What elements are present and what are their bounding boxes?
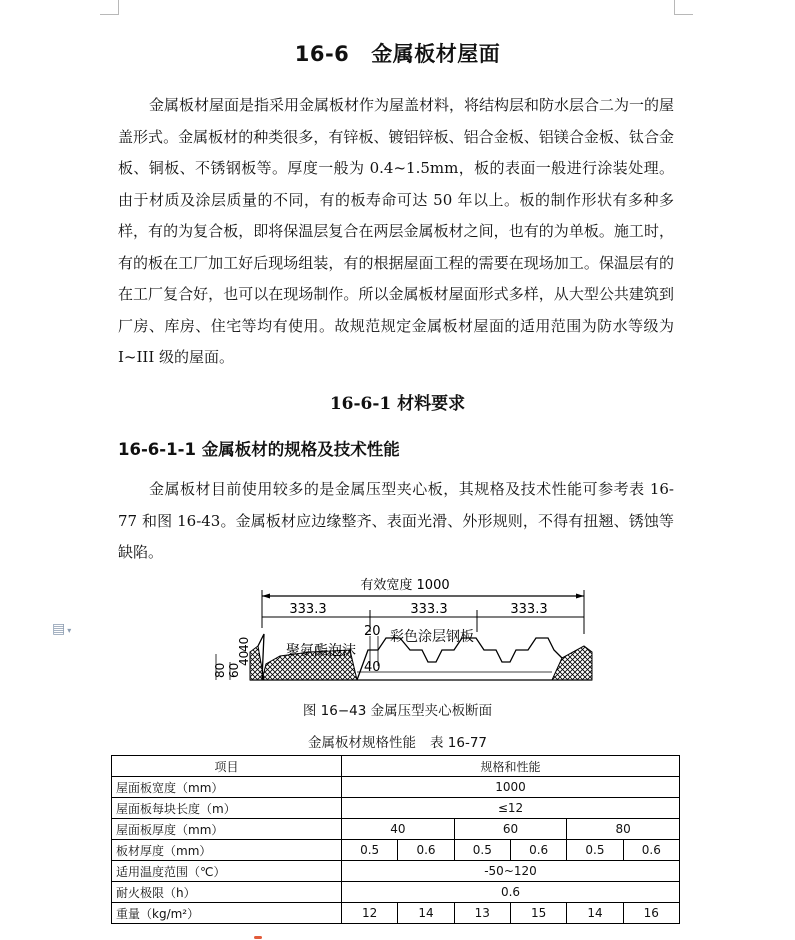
table-row	[112, 861, 680, 882]
row-value: -50~120	[342, 861, 680, 882]
left-dim-60: 60	[227, 662, 241, 678]
row-value: 0.6	[510, 840, 566, 861]
row-label: 屋面板厚度（mm）	[112, 819, 342, 840]
title-number: 16-6	[294, 42, 350, 66]
row-value: 12	[342, 903, 398, 924]
segment-label-3: 333.3	[510, 602, 548, 617]
table-caption	[0, 731, 795, 751]
foam-label: 聚氨酯泡沫	[286, 643, 356, 659]
row-value: 0.5	[342, 840, 398, 861]
panel-section-figure	[200, 572, 600, 688]
row-value: 0.5	[567, 840, 623, 861]
table-row	[112, 903, 680, 924]
row-value: 14	[567, 903, 623, 924]
table-row	[112, 840, 680, 861]
cursor-mark	[254, 936, 262, 939]
row-value: 40	[342, 819, 455, 840]
header-item: 项目	[112, 756, 342, 777]
page-corner-mark-right	[674, 0, 693, 15]
section-heading: 16-6-1 材料要求	[329, 394, 466, 414]
table-caption-title: 金属板材规格性能	[307, 735, 416, 751]
row-value: ≤12	[342, 798, 680, 819]
dim-40-label: 40	[364, 660, 381, 675]
row-value: 13	[454, 903, 510, 924]
left-dim-40-a: 40	[237, 650, 251, 666]
row-label: 屋面板宽度（mm）	[112, 777, 342, 798]
document-icon[interactable]: ▤ ▾	[52, 621, 72, 637]
row-value: 1000	[342, 777, 680, 798]
left-dim-80: 80	[213, 662, 227, 678]
subsection-heading: 16-6-1-1 金属板材的规格及技术性能	[118, 440, 400, 459]
body-paragraph: 金属板材目前使用较多的是金属压型夹心板，其规格及技术性能可参考表 16-77 和图 16-43。金属板材应边缘整齐、表面光滑、外形规则，不得有扭翘、锈蚀等缺陷。	[118, 480, 674, 561]
title-text: 金属板材屋面	[371, 42, 501, 66]
steel-label: 彩色涂层钢板	[390, 629, 474, 645]
table-row	[112, 777, 680, 798]
page-title	[0, 38, 795, 68]
effective-width-label: 有效宽度 1000	[360, 578, 450, 593]
table-row	[112, 819, 680, 840]
header-value: 规格和性能	[342, 756, 680, 777]
row-label: 板材厚度（mm）	[112, 840, 342, 861]
table-row	[112, 882, 680, 903]
row-value: 15	[510, 903, 566, 924]
table-caption-number: 表 16-77	[429, 735, 488, 751]
row-value: 0.6	[623, 840, 679, 861]
intro-paragraph: 金属板材屋面是指采用金属板材作为屋盖材料，将结构层和防水层合二为一的屋盖形式。金属板材的种类很多，有锌板、镀铝锌板、铝合金板、铝镁合金板、钛合金板、铜板、不锈钢板等。厚度一般为 0.4~1.5mm，板的表面一般进行涂装处理。由于材质及涂层质量的不同，有的板寿命可达 50 年以上。板的制作形状有多种多样，有的为复合板，即将保温层复合在两层金属板材之间，也有的为单板。施工时，有的板在工厂加工好后现场组装，有的根据屋面工程的需要在现场加工。保温层有的在工厂复合好，也可以在现场制作。所以金属板材屋面形式多样，从大型公共建筑到厂房、库房、住宅等均有使用。故规范规定金属板材屋面的适用范围为防水等级为 I~III 级的屋面。	[118, 96, 675, 366]
row-value: 16	[623, 903, 679, 924]
segment-label-1: 333.3	[289, 602, 327, 617]
row-label: 适用温度范围（℃）	[112, 861, 342, 882]
left-dim-40-b: 40	[237, 636, 251, 652]
row-value: 60	[454, 819, 567, 840]
table-header-row	[112, 756, 680, 777]
row-label: 屋面板每块长度（m）	[112, 798, 342, 819]
row-value: 0.6	[342, 882, 680, 903]
row-value: 0.5	[454, 840, 510, 861]
chevron-down-icon: ▾	[67, 626, 72, 635]
row-value: 80	[567, 819, 680, 840]
row-value: 0.6	[398, 840, 454, 861]
row-label: 耐火极限（h）	[112, 882, 342, 903]
segment-label-2: 333.3	[410, 602, 448, 617]
row-label: 重量（kg/m²）	[112, 903, 342, 924]
figure-caption: 图 16−43 金属压型夹心板断面	[302, 703, 493, 719]
row-value: 14	[398, 903, 454, 924]
spec-table	[111, 755, 680, 924]
page-corner-mark-left	[100, 0, 119, 15]
table-row	[112, 798, 680, 819]
dim-20-label: 20	[364, 624, 381, 639]
